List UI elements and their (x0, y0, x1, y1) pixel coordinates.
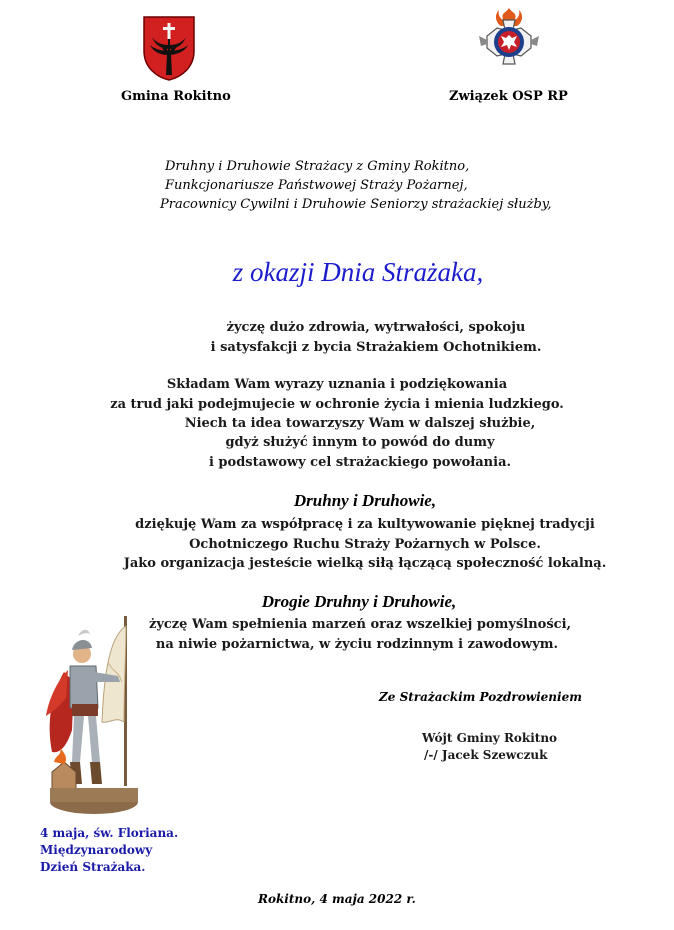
coop-line-2: Ochotniczego Ruchu Straży Pożarnych w Polsce. (189, 537, 541, 552)
thanks-line-3: Niech ta idea towarzyszy Wam w dalszej służbie, (184, 416, 536, 431)
thanks-line-2: za trud jaki podejmujecie w ochronie życia i mienia ludzkiego. (110, 397, 564, 412)
place-date: Rokitno, 4 maja 2022 r. (258, 892, 416, 906)
wish-line-2: i satysfakcji z bycia Strażakiem Ochotnikiem. (210, 340, 542, 355)
final-line-1: życzę Wam spełnienia marzeń oraz wszelkiej pomyślności, (148, 617, 572, 632)
gmina-label: Gmina Rokitno (121, 89, 231, 104)
osp-label: Związek OSP RP (449, 89, 568, 104)
intro-line-3: Pracownicy Cywilni i Druhowie Seniorzy strażackiej służby, (160, 197, 552, 212)
thanks-line-4: gdyż służyć innym to powód do dumy (225, 435, 495, 450)
saint-florian-statue-icon (38, 612, 142, 818)
coop-line-3: Jako organizacja jesteście wielką siłą łączącą społeczność lokalną. (123, 556, 607, 571)
intro-line-2: Funkcjonariusze Państwowej Straży Pożarnej, (165, 178, 468, 193)
thanks-line-5: i podstawowy cel strażackiego powołania. (208, 455, 512, 470)
coop-line-1: dziękuję Wam za współpracę i za kultywowanie pięknej tradycji (135, 517, 595, 532)
signature-name: /-/ Jacek Szewczuk (424, 748, 548, 762)
final-line-2: na niwie pożarnictwa, w życiu rodzinnym i zawodowym. (155, 637, 559, 652)
greeting-drogie-druhny: Drogie Druhny i Druhowie, (261, 592, 457, 611)
thanks-line-1: Składam Wam wyrazy uznania i podziękowania (166, 377, 508, 392)
osp-emblem-icon (473, 6, 545, 78)
headline: z okazji Dnia Strażaka, (232, 257, 484, 287)
wish-line-1: życzę dużo zdrowia, wytrwałości, spokoju (226, 320, 526, 335)
signature-title: Wójt Gminy Rokitno (422, 731, 558, 745)
closing-salutation: Ze Strażackim Pozdrowieniem (379, 690, 582, 704)
gmina-coat-of-arms-icon (142, 15, 196, 81)
caption-line-1: 4 maja, św. Floriana. (40, 826, 179, 840)
intro-line-1: Druhny i Druhowie Strażacy z Gminy Rokitno, (165, 159, 470, 174)
caption-line-3: Dzień Strażaka. (40, 860, 146, 874)
caption-line-2: Międzynarodowy (40, 843, 153, 857)
greeting-druhny-i-druhowie: Druhny i Druhowie, (293, 491, 437, 510)
